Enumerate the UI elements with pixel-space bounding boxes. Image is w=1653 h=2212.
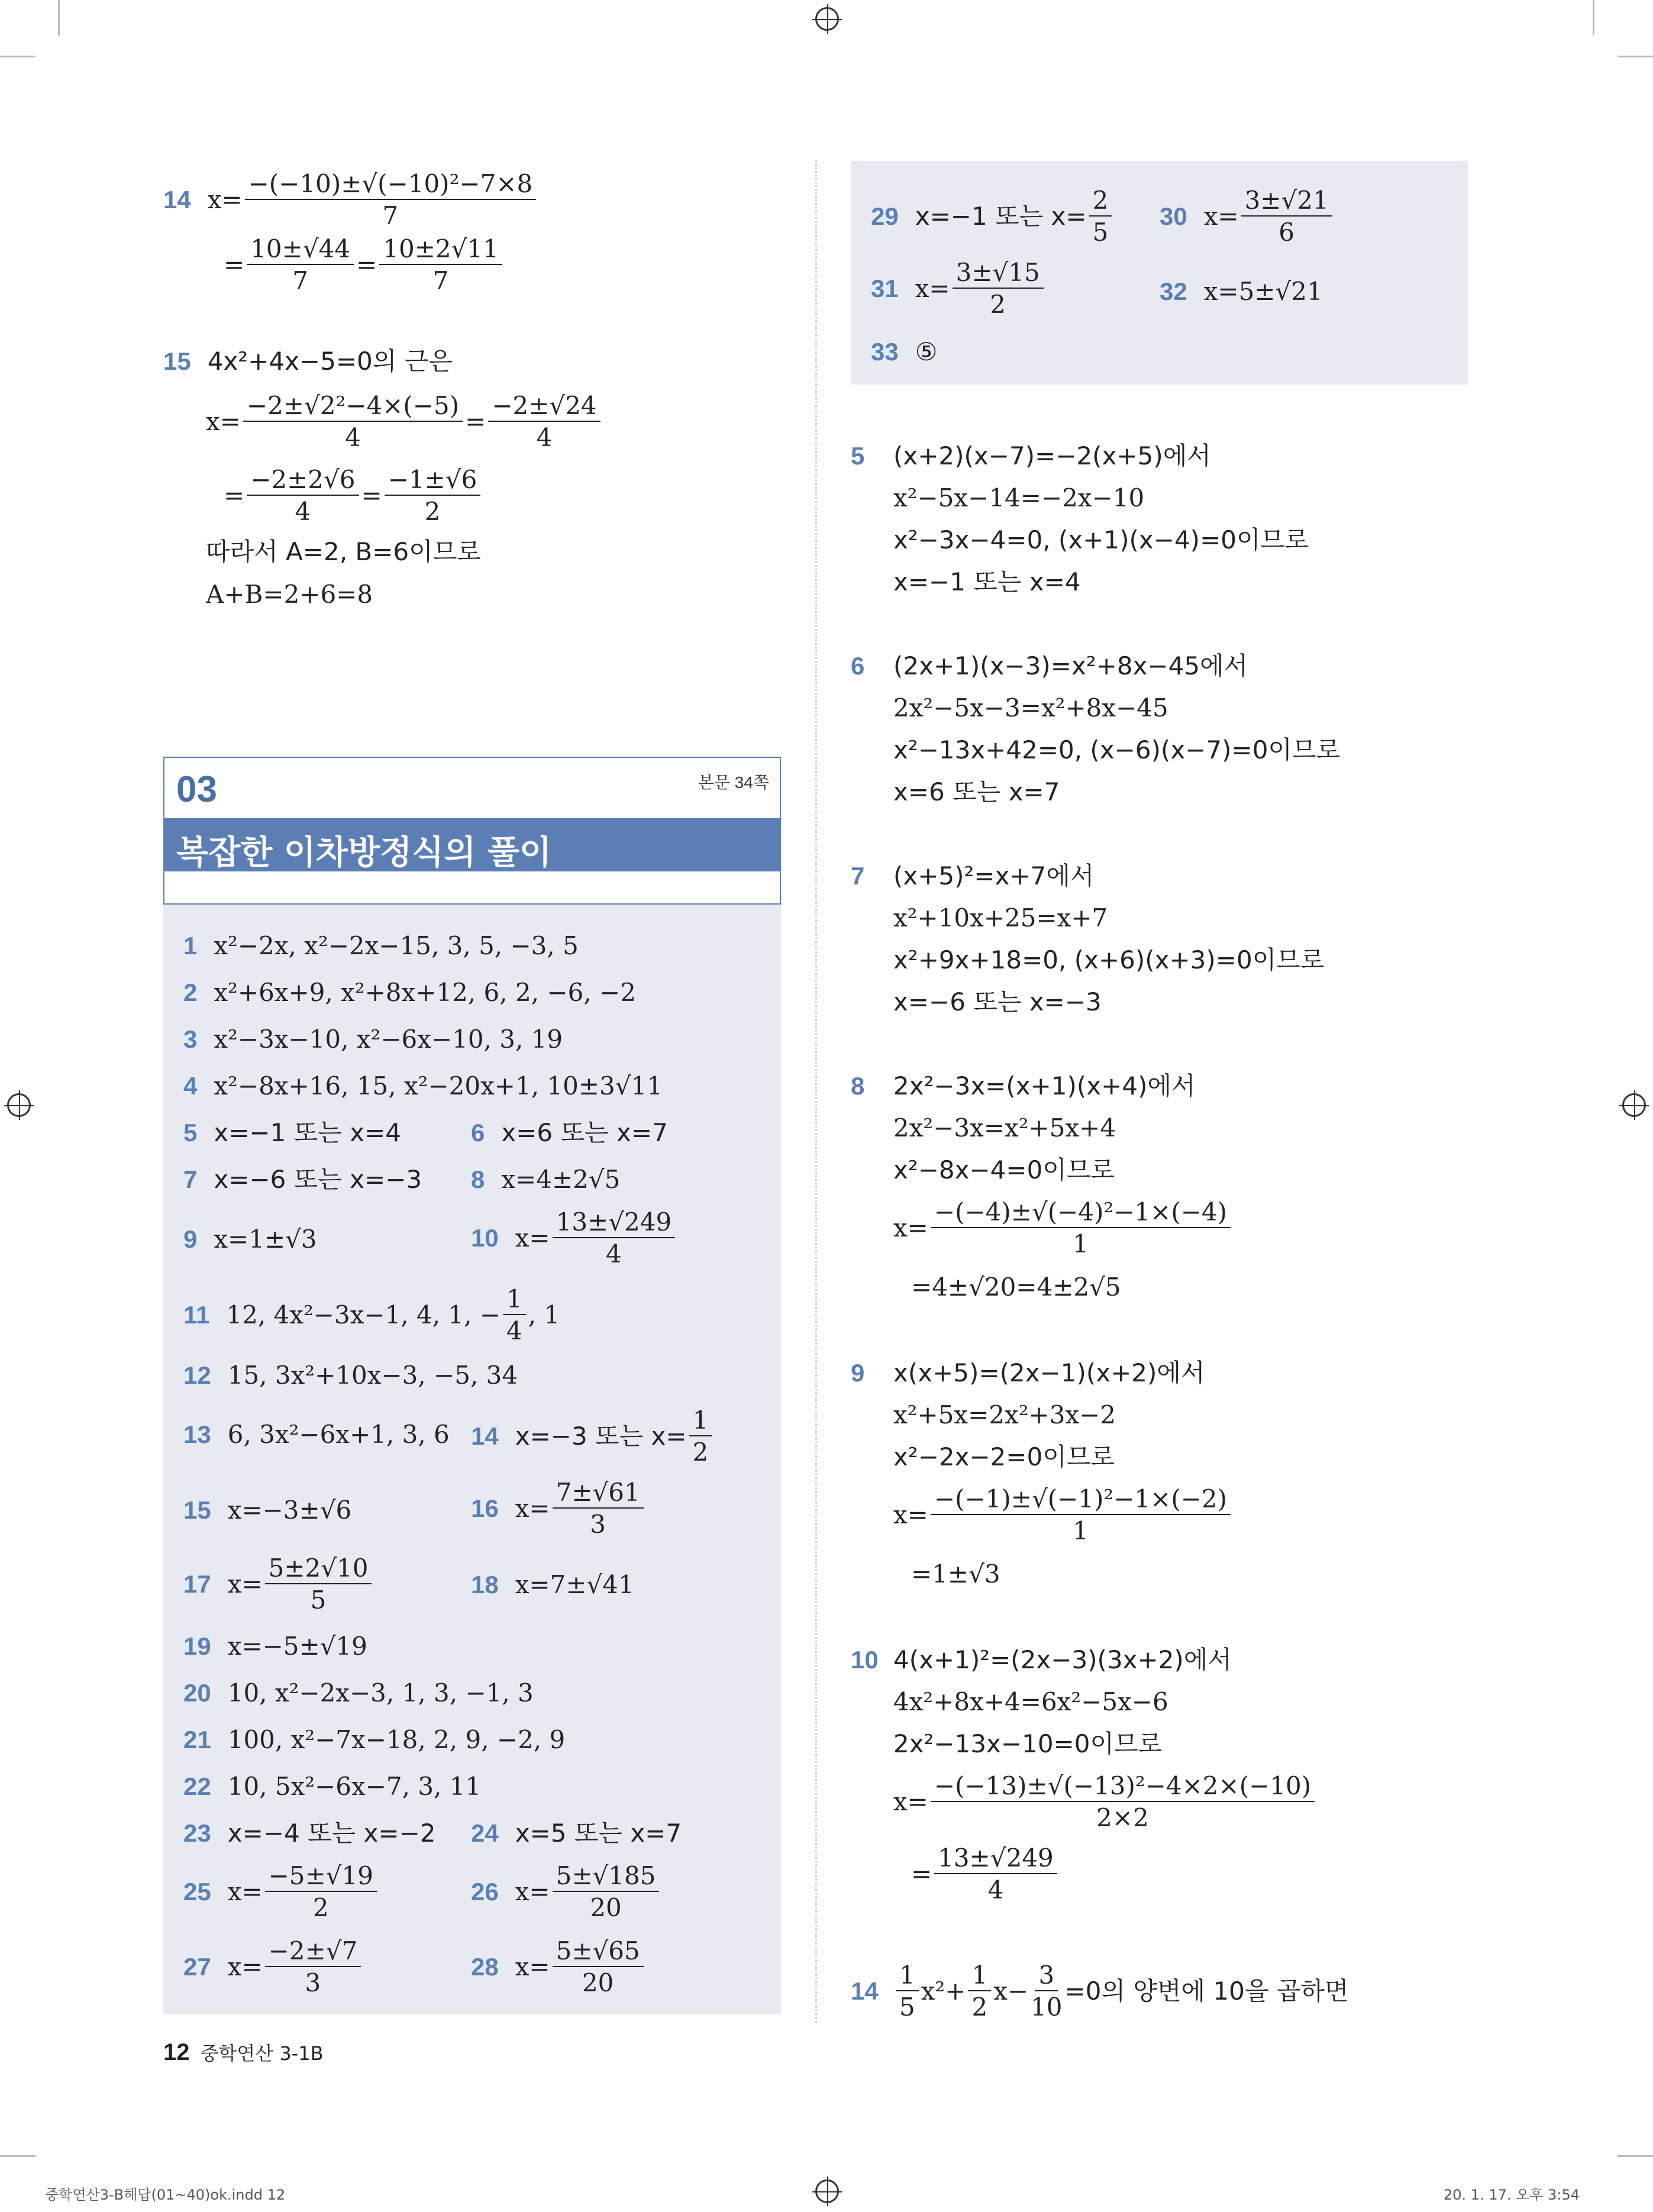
crop-mark [58, 0, 60, 35]
answer-32: 32 x=5±√21 [1160, 277, 1323, 306]
fraction: $\frac{-2\pm 2√6}{4}$ [247, 467, 359, 524]
slug-date: 20. 1. 17. 오후 3:54 [1444, 2187, 1580, 2203]
solution-8-line-3: x²−8x−4=0이므로 [893, 1155, 1115, 1184]
answer-12: 12 15, 3x²+10x−3, −5, 34 [183, 1361, 518, 1390]
answer-30: 30 x= $\frac{3\pm√21}{6}$ [1160, 188, 1335, 245]
answer-18: 18 x=7±√41 [471, 1570, 634, 1599]
solution-10-line-2: 4x²+8x+4=6x²−5x−6 [893, 1687, 1168, 1716]
answer-2: 2 x²+6x+9, x²+8x+12, 6, 2, −6, −2 [183, 978, 636, 1007]
fraction: $\frac{\text{−(−10)±√(−10)²−7×8}}{7}$ [245, 172, 537, 228]
solution-5-line-3: x²−3x−4=0, (x+1)(x−4)=0이므로 [893, 525, 1309, 554]
solution-8-line-5: =4±√20=4±2√5 [911, 1273, 1121, 1302]
answer-8: 8 x=4±2√5 [471, 1165, 621, 1194]
fraction: $\frac{-1\pm√6}{2}$ [385, 467, 481, 524]
answer-31: 31 x= $\frac{3\pm√15}{2}$ [871, 260, 1046, 317]
answer-28: 28 x= $\frac{5\pm√65}{20}$ [471, 1939, 646, 1995]
solution-5-line-1: 5 (x+2)(x−7)=−2(x+5)에서 [851, 441, 1211, 470]
section-number: 03 [176, 769, 217, 810]
registration-mark-icon [815, 2179, 839, 2203]
problem-number: 14 [163, 186, 191, 214]
answer-33: 33 ⑤ [871, 337, 938, 366]
problem-15-line-4: 따라서 A=2, B=6이므로 [206, 537, 481, 566]
crop-mark [1593, 0, 1594, 35]
solution-6-line-4: x=6 또는 x=7 [893, 777, 1060, 806]
answer-17: 17 x= $\frac{5\pm 2√10}{5}$ [183, 1556, 374, 1613]
answer-10: 10 x= $\frac{13\pm√249}{4}$ [471, 1210, 677, 1267]
solution-7-line-3: x²+9x+18=0, (x+6)(x+3)=0이므로 [893, 945, 1325, 974]
fraction: $\frac{\text{−2±√2²−4×(−5)}}{4}$ [243, 393, 463, 450]
answer-1: 1 x²−2x, x²−2x−15, 3, 5, −3, 5 [183, 931, 579, 960]
crop-mark [0, 56, 35, 57]
problem-14-line-2: = $\frac{10\pm√44}{7}$ = $\frac{10\pm 2√11}{7}$ [224, 237, 505, 293]
crop-mark [1618, 2155, 1653, 2157]
solution-10-line-5: = $\frac{13\pm√249}{4}$ [911, 1846, 1060, 1903]
solution-7-line-4: x=−6 또는 x=−3 [893, 987, 1102, 1016]
answer-23: 23 x=−4 또는 x=−2 [183, 1819, 436, 1848]
answer-7: 7 x=−6 또는 x=−3 [183, 1165, 422, 1194]
page-number: 12 [163, 2039, 190, 2065]
problem-15-line-1: 15 4x²+4x−5=0의 근은 [163, 347, 453, 376]
column-divider [815, 160, 817, 2023]
solution-6-line-1: 6 (2x+1)(x−3)=x²+8x−45에서 [851, 651, 1248, 680]
fraction: $\frac{10\pm 2√11}{7}$ [379, 237, 502, 293]
answer-19: 19 x=−5±√19 [183, 1632, 367, 1661]
crop-mark [0, 2155, 35, 2157]
answer-14: 14 x=−3 또는 x= $\frac{1}{2}$ [471, 1408, 714, 1465]
answer-13: 13 6, 3x²−6x+1, 3, 6 [183, 1420, 450, 1449]
registration-mark-icon [1622, 1093, 1646, 1117]
answer-15: 15 x=−3±√6 [183, 1496, 352, 1525]
answer-6: 6 x=6 또는 x=7 [471, 1118, 668, 1147]
solution-6-line-2: 2x²−5x−3=x²+8x−45 [893, 693, 1168, 722]
solution-10-line-1: 10 4(x+1)²=(2x−3)(3x+2)에서 [851, 1645, 1232, 1674]
solution-10-line-4: x= $\frac{\text{−(−13)±√(−13)²−4×2×(−10)}}{2\times 2}$ [893, 1774, 1317, 1830]
solution-5-line-2: x²−5x−14=−2x−10 [893, 483, 1145, 512]
solution-9-line-4: x= $\frac{\text{−(−1)±√(−1)²−1×(−2)}}{1}$ [893, 1487, 1233, 1543]
solution-7-line-2: x²+10x+25=x+7 [893, 903, 1108, 932]
fraction: $\frac{10\pm√44}{7}$ [247, 237, 354, 293]
section-title: 복잡한 이차방정식의 풀이 [176, 834, 552, 872]
registration-mark-icon [7, 1093, 31, 1117]
solution-5-line-4: x=−1 또는 x=4 [893, 567, 1081, 596]
answer-11: 11 12, 4x²−3x−1, 4, 1, − $\frac{1}{4}$ , 1 [183, 1284, 560, 1345]
answer-26: 26 x= $\frac{5\pm√185}{20}$ [471, 1864, 661, 1920]
solution-8-line-4: x= $\frac{\text{−(−4)±√(−4)²−1×(−4)}}{1}$ [893, 1200, 1233, 1257]
answer-25: 25 x= $\frac{-5\pm√19}{2}$ [183, 1864, 379, 1920]
solution-9-line-2: x²+5x=2x²+3x−2 [893, 1400, 1116, 1429]
problem-number: 15 [163, 347, 191, 375]
solution-14-line-1: 14 $\frac{1}{5}$ x²+ $\frac{1}{2}$ x− $\frac{3}{10}$ =0의 양변에 10을 곱하면 [851, 1961, 1349, 2022]
answer-27: 27 x= $\frac{-2\pm√7}{3}$ [183, 1939, 363, 1995]
answer-24: 24 x=5 또는 x=7 [471, 1819, 682, 1848]
problem-15-line-5: A+B=2+6=8 [206, 580, 373, 609]
solution-9-line-1: 9 x(x+5)=(2x−1)(x+2)에서 [851, 1358, 1205, 1387]
answer-5: 5 x=−1 또는 x=4 [183, 1118, 401, 1147]
slug-file: 중학연산3-B해답(01~40)ok.indd 12 [45, 2187, 286, 2203]
crop-mark [1618, 56, 1653, 57]
solution-8-line-1: 8 2x²−3x=(x+1)(x+4)에서 [851, 1071, 1196, 1100]
solution-7-line-1: 7 (x+5)²=x+7에서 [851, 861, 1095, 890]
answer-22: 22 10, 5x²−6x−7, 3, 11 [183, 1772, 482, 1801]
section-ref: 본문 34쪽 [698, 773, 769, 792]
book-title: 중학연산 3-1B [200, 2042, 324, 2065]
answer-20: 20 10, x²−2x−3, 1, 3, −1, 3 [183, 1678, 534, 1707]
solution-9-line-5: =1±√3 [911, 1559, 1000, 1588]
solution-8-line-2: 2x²−3x=x²+5x+4 [893, 1113, 1116, 1142]
page-footer [163, 2039, 324, 2066]
answer-21: 21 100, x²−7x−18, 2, 9, −2, 9 [183, 1725, 566, 1754]
problem-14-line-1: 14 x= $\frac{\text{−(−10)±√(−10)²−7×8}}{7}$ [163, 172, 538, 228]
fraction: $\frac{-2\pm√24}{4}$ [488, 393, 600, 450]
answer-3: 3 x²−3x−10, x²−6x−10, 3, 19 [183, 1025, 563, 1054]
section-title-bar [164, 818, 780, 871]
answer-29: 29 x=−1 또는 x= $\frac{2}{5}$ [871, 188, 1114, 245]
solution-9-line-3: x²−2x−2=0이므로 [893, 1442, 1115, 1471]
registration-mark-icon [815, 7, 839, 31]
problem-15-line-2: x= $\frac{\text{−2±√2²−4×(−5)}}{4}$ = $\frac{-2\pm√24}{4}$ [206, 393, 603, 450]
problem-15-line-3: = $\frac{-2\pm 2√6}{4}$ = $\frac{-1\pm√6}{2}$ [224, 467, 483, 524]
section-header [163, 757, 781, 905]
solution-6-line-3: x²−13x+42=0, (x−6)(x−7)=0이므로 [893, 735, 1341, 764]
answer-16: 16 x= $\frac{7\pm√61}{3}$ [471, 1480, 646, 1537]
answer-4: 4 x²−8x+16, 15, x²−20x+1, 10±3√11 [183, 1071, 663, 1100]
answer-9: 9 x=1±√3 [183, 1225, 317, 1254]
solution-10-line-3: 2x²−13x−10=0이므로 [893, 1729, 1163, 1758]
